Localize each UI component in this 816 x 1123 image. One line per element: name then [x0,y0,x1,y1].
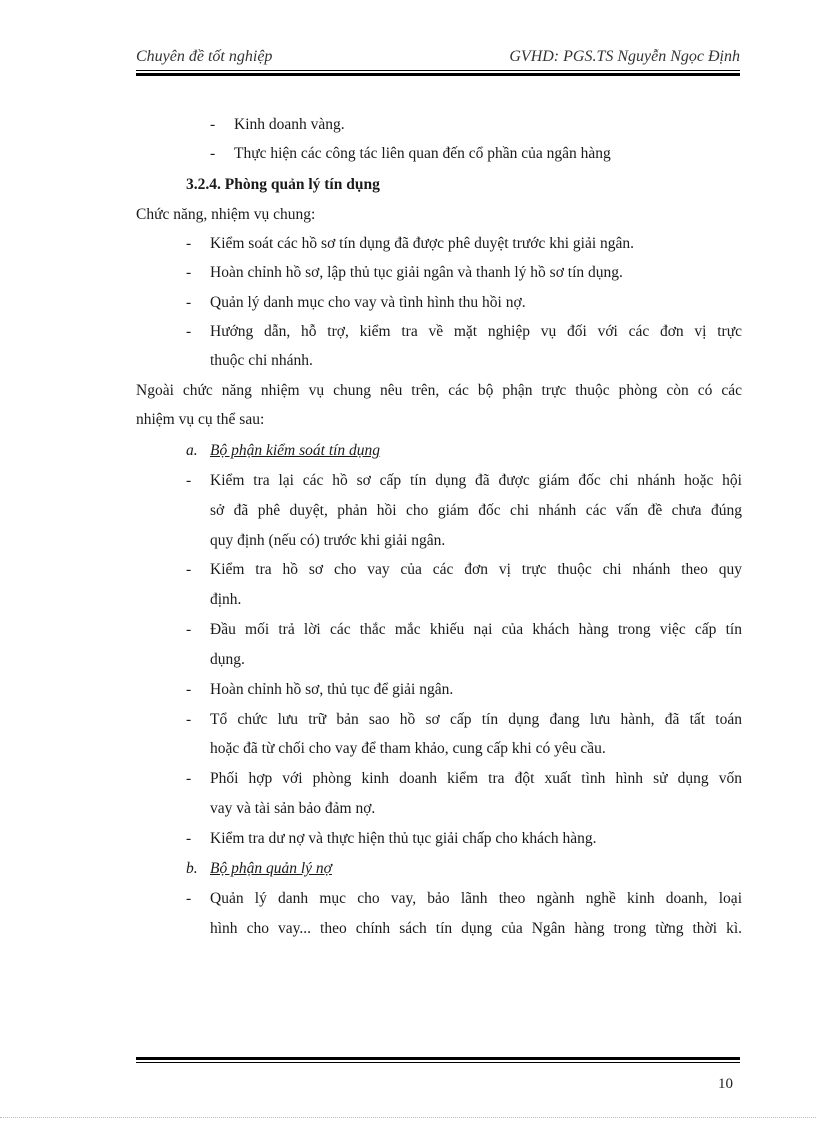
list-item: - Phối hợp với phòng kinh doanh kiểm tra đột xuất tình hình sử dụng vốn [186,770,742,787]
list-item-continuation: định. [210,591,242,608]
paragraph: Chức năng, nhiệm vụ chung: [136,206,316,223]
list-item: - Quản lý danh mục cho vay và tình hình thu hồi nợ. [186,294,526,311]
document-title: Chuyên đề tốt nghiệp [136,48,273,65]
list-item: - Tổ chức lưu trữ bản sao hồ sơ cấp tín dụng đang lưu hành, đã tất toán [186,711,742,728]
page-header [136,46,740,68]
footer-rule-thin [136,1062,740,1063]
advisor-name: GVHD: PGS.TS Nguyễn Ngọc Định [509,48,740,65]
list-item: - Kiểm tra lại các hồ sơ cấp tín dụng đã được giám đốc chi nhánh hoặc hội [186,472,742,489]
list-item: - Kiểm tra dư nợ và thực hiện thủ tục giải chấp cho khách hàng. [186,830,597,847]
list-item: - Quản lý danh mục cho vay, bảo lãnh theo ngành nghề kinh doanh, loại [186,890,742,907]
header-rule-thin [136,70,740,71]
list-item: - Hướng dẫn, hỗ trợ, kiểm tra về mặt nghiệp vụ đối với các đơn vị trực [186,323,742,340]
paragraph-continuation: nhiệm vụ cụ thể sau: [136,411,265,428]
section-heading: 3.2.4. Phòng quản lý tín dụng [186,176,380,193]
list-item-continuation: sở đã phê duyệt, phản hồi cho giám đốc chi nhánh các vấn đề chưa đúng [210,502,742,519]
list-item: - Hoàn chỉnh hồ sơ, lập thủ tục giải ngân và thanh lý hồ sơ tín dụng. [186,264,623,281]
list-item: - Kinh doanh vàng. [210,116,345,133]
page-number: 10 [718,1076,733,1092]
header-rule-thick [136,73,740,76]
list-item: - Kiểm tra hồ sơ cho vay của các đơn vị trực thuộc chi nhánh theo quy [186,561,742,578]
list-item-continuation: hình cho vay... theo chính sách tín dụng của Ngân hàng trong từng thời kì. [210,920,742,937]
list-item: - Đầu mối trả lời các thắc mắc khiếu nại của khách hàng trong việc cấp tín [186,621,742,638]
page-edge [0,1117,816,1118]
subsection-heading: b. Bộ phận quản lý nợ [186,860,332,877]
list-item: - Hoàn chỉnh hồ sơ, thủ tục để giải ngân. [186,681,454,698]
paragraph: Ngoài chức năng nhiệm vụ chung nêu trên, các bộ phận trực thuộc phòng còn có các [136,382,742,399]
list-item-continuation: dụng. [210,651,245,668]
list-item: - Kiểm soát các hồ sơ tín dụng đã được phê duyệt trước khi giải ngân. [186,235,635,252]
subsection-heading: a. Bộ phận kiểm soát tín dụng [186,442,381,459]
list-item-continuation: quy định (nếu có) trước khi giải ngân. [210,532,446,549]
list-item: - Thực hiện các công tác liên quan đến cổ phần của ngân hàng [210,145,611,162]
footer-rule-thick [136,1057,740,1060]
list-item-continuation: vay và tài sản bảo đảm nợ. [210,800,376,817]
list-item-continuation: hoặc đã từ chối cho vay để tham khảo, cung cấp khi có yêu cầu. [210,740,606,757]
list-item-continuation: thuộc chi nhánh. [210,352,313,369]
